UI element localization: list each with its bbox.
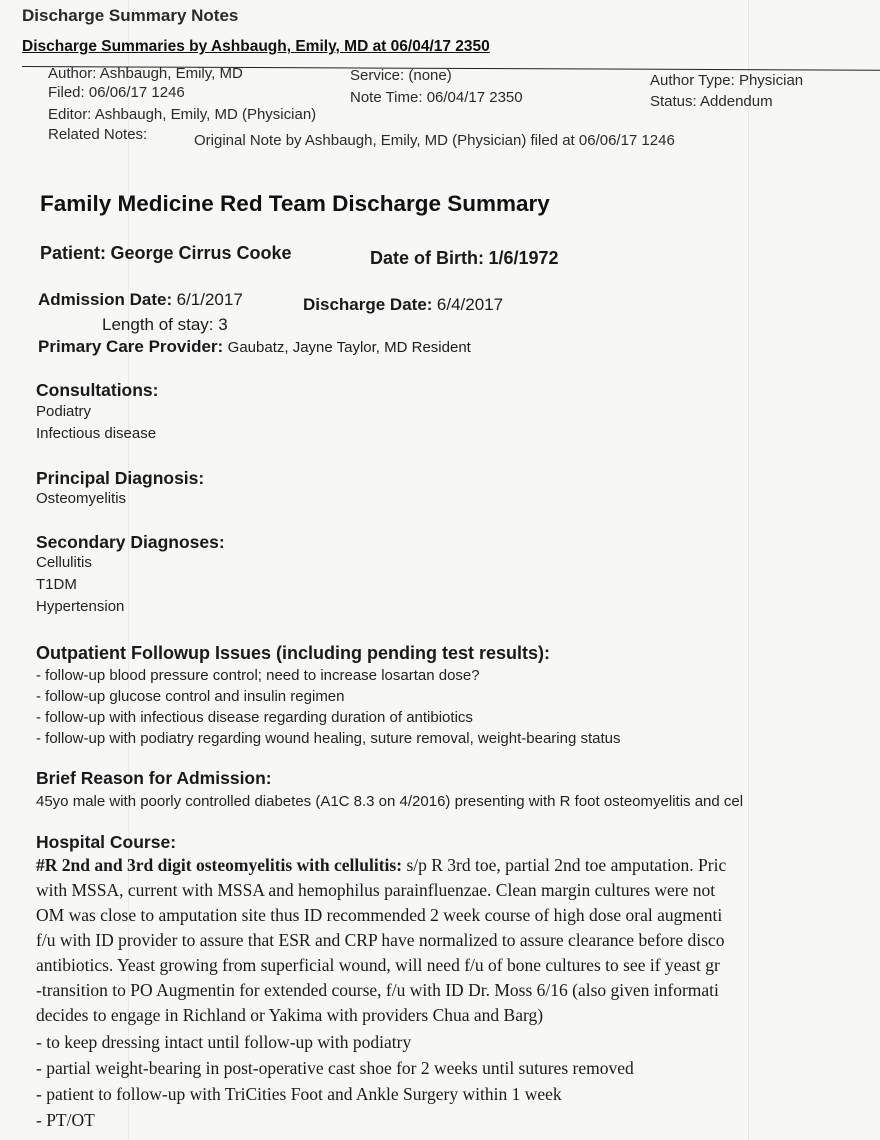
course-line: - to keep dressing intact until follow-up with podiatry — [36, 1032, 412, 1052]
reason-text: 45yo male with poorly controlled diabetes (A1C 8.3 on 4/2016) presenting with R foot osteomyelitis and cel — [36, 793, 744, 810]
meta-author-type: Author Type: Physician — [650, 72, 804, 89]
followup-item: - follow-up with podiatry regarding wound healing, suture removal, weight-bearing status — [36, 730, 621, 747]
meta-note-time: Note Time: 06/04/17 2350 — [350, 89, 523, 106]
discharge-date: 6/4/2017 — [436, 295, 504, 314]
discharge-label: Discharge Date: — [303, 295, 433, 314]
course-line: antibiotics. Yeast growing from superficial wound, will need f/u of bone cultures to see if yeast gr — [36, 955, 720, 975]
course-line: - patient to follow-up with TriCities Foot and Ankle Surgery within 1 week — [36, 1084, 562, 1104]
course-line: OM was close to amputation site thus ID recommended 2 week course of high dose oral augmenti — [36, 905, 723, 925]
course-lead-rest: s/p R 3rd toe, partial 2nd toe amputation. Pric — [402, 855, 727, 875]
course-line: -transition to PO Augmentin for extended course, f/u with ID Dr. Moss 6/16 (also given informati — [36, 980, 719, 1000]
meta-author: Author: Ashbaugh, Emily, MD — [48, 65, 243, 82]
followup-item: - follow-up blood pressure control; need to increase losartan dose? — [36, 667, 480, 684]
dob-label: Date of Birth: — [370, 248, 484, 268]
patient-label: Patient: — [40, 243, 107, 263]
pcp-value: Gaubatz, Jayne Taylor, MD Resident — [227, 339, 471, 356]
admission-date: 6/1/2017 — [176, 290, 243, 309]
course-lead-line — [36, 855, 726, 876]
consultation-item: Infectious disease — [36, 425, 157, 442]
dob-line — [370, 248, 559, 269]
meta-related-label: Related Notes: — [48, 126, 148, 143]
patient-line — [40, 243, 292, 264]
principal-diagnosis-item: Osteomyelitis — [36, 490, 127, 507]
course-line: with MSSA, current with MSSA and hemophilus parainfluenzae. Clean margin cultures were not — [36, 880, 716, 900]
followup-item: - follow-up with infectious disease regarding duration of antibiotics — [36, 709, 473, 726]
meta-status: Status: Addendum — [650, 93, 773, 110]
patient-name: George Cirrus Cooke — [110, 243, 292, 263]
consultation-item: Podiatry — [36, 403, 92, 420]
secondary-diagnosis-item: T1DM — [36, 576, 77, 593]
course-line: decides to engage in Richland or Yakima with providers Chua and Barg) — [36, 1005, 544, 1025]
hospital-course-heading: Hospital Course: — [36, 832, 177, 852]
pcp-label: Primary Care Provider: — [38, 337, 224, 356]
meta-editor: Editor: Ashbaugh, Emily, MD (Physician) — [48, 106, 317, 123]
consultations-heading: Consultations: — [36, 380, 159, 400]
length-of-stay: Length of stay: 3 — [102, 315, 228, 334]
admission-label: Admission Date: — [38, 290, 173, 309]
admission-line — [38, 290, 243, 310]
dob-value: 1/6/1972 — [488, 248, 559, 268]
secondary-diagnoses-heading: Secondary Diagnoses: — [36, 532, 225, 552]
pcp-line — [38, 337, 471, 357]
course-line: - partial weight-bearing in post-operative cast shoe for 2 weeks until sutures removed — [36, 1058, 634, 1078]
secondary-diagnosis-item: Cellulitis — [36, 554, 92, 571]
principal-diagnosis-heading: Principal Diagnosis: — [36, 468, 205, 488]
followup-item: - follow-up glucose control and insulin regimen — [36, 688, 345, 705]
discharge-line — [303, 295, 503, 315]
course-line: f/u with ID provider to assure that ESR and CRP have normalized to assure clearance before disco — [36, 930, 725, 950]
course-lead-bold: #R 2nd and 3rd digit osteomyelitis with cellulitis: — [36, 855, 403, 875]
meta-related-value: Original Note by Ashbaugh, Emily, MD (Physician) filed at 06/06/17 1246 — [194, 132, 675, 149]
reason-heading: Brief Reason for Admission: — [36, 768, 272, 788]
course-line: - PT/OT — [36, 1110, 95, 1130]
meta-service: Service: (none) — [350, 67, 452, 84]
notes-title: Discharge Summary Notes — [22, 6, 239, 25]
summary-heading: Discharge Summaries by Ashbaugh, Emily, MD at 06/04/17 2350 — [22, 38, 490, 55]
secondary-diagnosis-item: Hypertension — [36, 598, 125, 615]
meta-filed: Filed: 06/06/17 1246 — [48, 84, 185, 101]
document-title: Family Medicine Red Team Discharge Summary — [40, 191, 550, 216]
followup-heading: Outpatient Followup Issues (including pending test results): — [36, 643, 551, 663]
scan-artifact — [748, 0, 749, 1140]
